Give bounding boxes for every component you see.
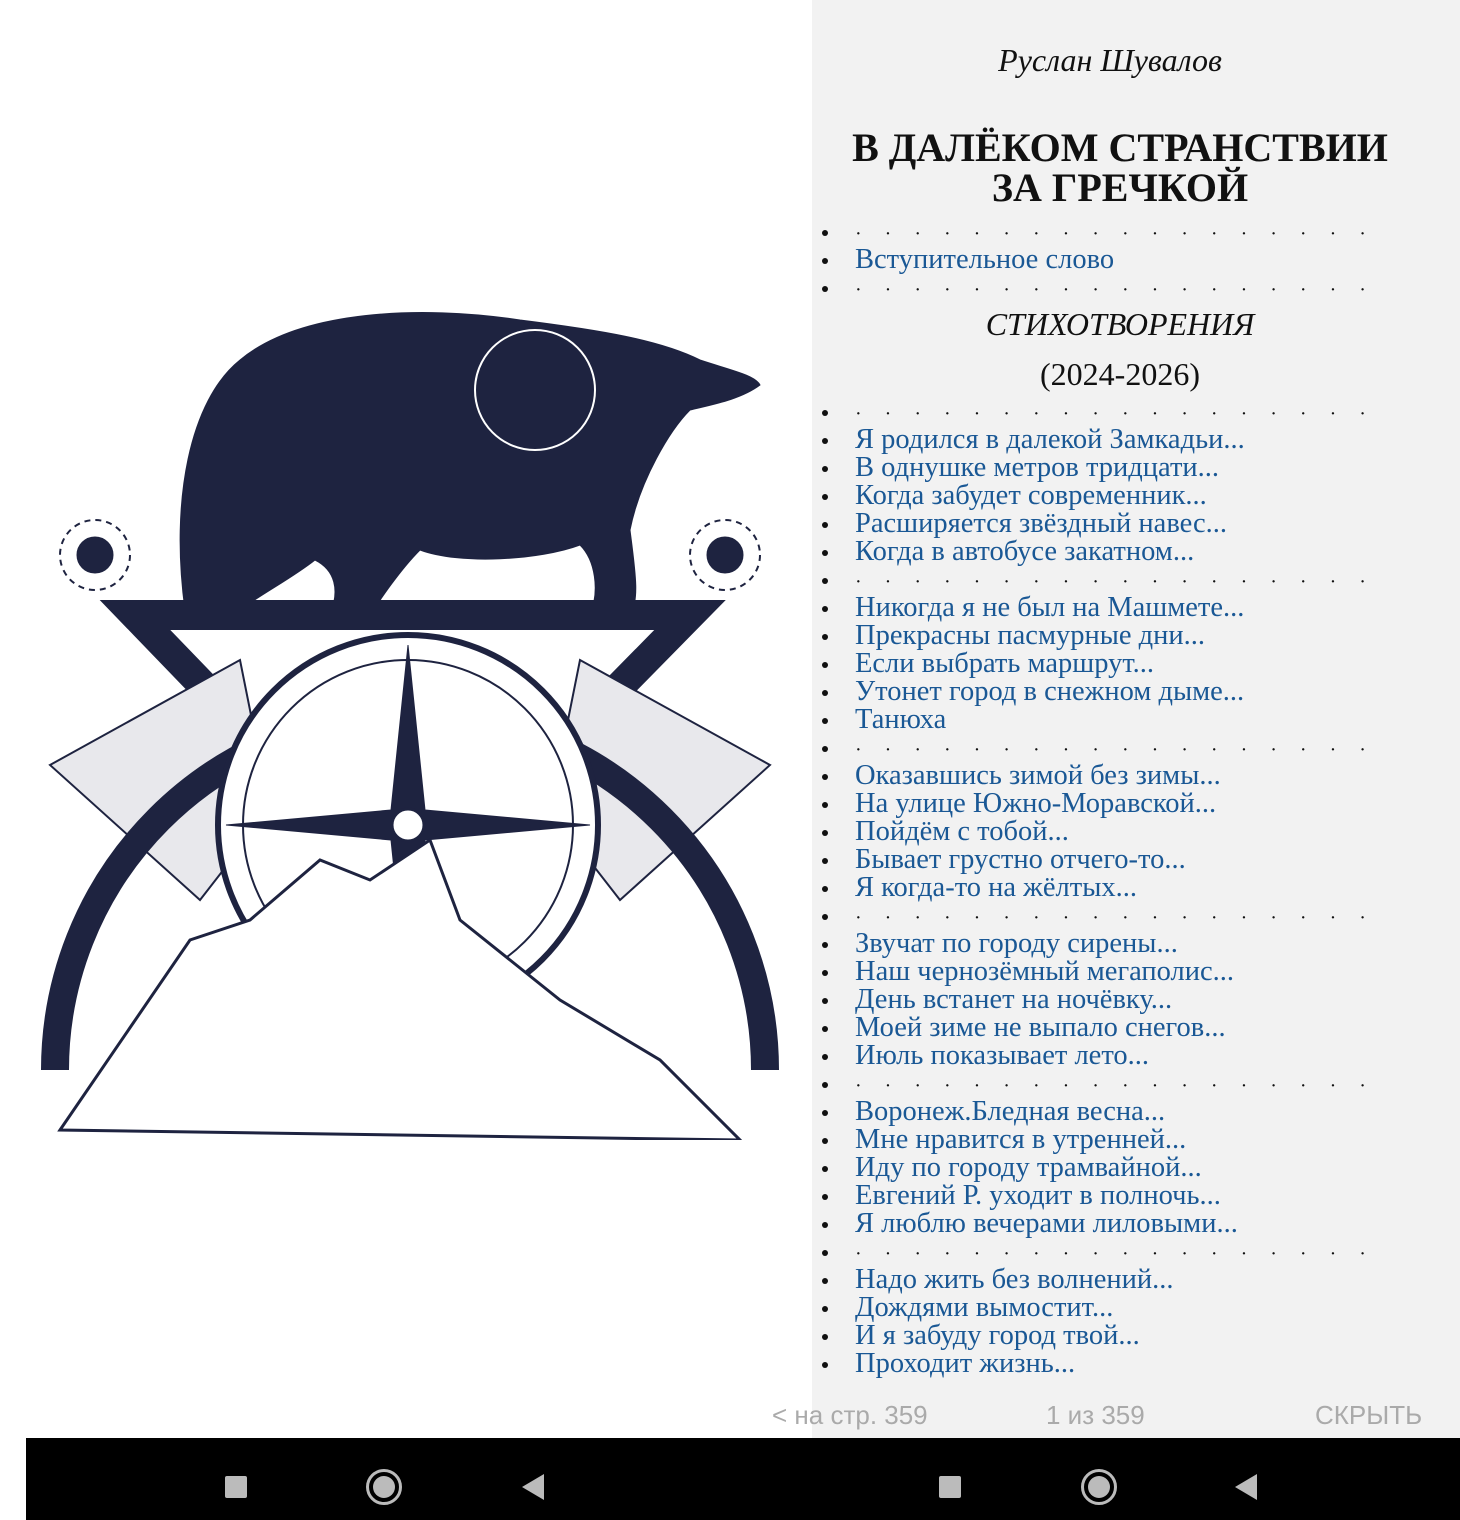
toc-item[interactable] (812, 986, 1460, 1014)
toc-item[interactable] (812, 622, 1460, 650)
toc-link[interactable]: Мне нравится в утренней... (855, 1124, 1187, 1155)
toc-item[interactable] (812, 762, 1460, 790)
separator (812, 566, 1460, 594)
toc-link[interactable]: Звучат по городу сирены... (855, 928, 1178, 959)
toc-link[interactable]: Утонет город в снежном дыме... (855, 676, 1245, 707)
toc-item[interactable] (812, 482, 1460, 510)
separator (812, 902, 1460, 930)
toc-item[interactable] (812, 818, 1460, 846)
toc-link[interactable]: Расширяется звёздный навес... (855, 508, 1228, 539)
page-indicator: 1 из 359 (1046, 1400, 1145, 1430)
book-title (812, 125, 1428, 210)
toc-item[interactable] (812, 1350, 1460, 1378)
toc-item[interactable] (812, 1154, 1460, 1182)
toc-link[interactable]: Проходит жизнь... (855, 1348, 1076, 1379)
separator (812, 274, 1460, 302)
reader-bottom-bar (760, 1396, 1460, 1438)
toc-link[interactable]: Надо жить без волнений... (855, 1264, 1174, 1295)
toc-item[interactable] (812, 678, 1460, 706)
toc-link[interactable]: Я родился в далекой Замкадьи... (855, 424, 1245, 455)
separator-dots: · · · · · · · · · · · · · · · · · · (855, 571, 1375, 593)
toc-link[interactable]: Воронеж.Бледная весна... (855, 1096, 1166, 1127)
separator-dots: · · · · · · · · · · · · · · · · · · (855, 279, 1375, 301)
toc-link[interactable]: Оказавшись зимой без зимы... (855, 760, 1221, 791)
toc-item[interactable] (812, 874, 1460, 902)
poems-list (812, 398, 1460, 1378)
toc-item[interactable] (812, 846, 1460, 874)
section-title: СТИХОТВОРЕНИЯ (985, 306, 1255, 342)
toc-item[interactable] (812, 930, 1460, 958)
toc-link[interactable]: Никогда я не был на Машмете... (855, 592, 1245, 623)
separator-dots: · · · · · · · · · · · · · · · · · · (855, 907, 1375, 929)
toc-item[interactable] (812, 958, 1460, 986)
toc-link[interactable]: Я люблю вечерами лиловыми... (855, 1208, 1238, 1239)
back-triangle-icon[interactable] (522, 1474, 544, 1500)
recents-square-icon[interactable] (939, 1476, 961, 1498)
toc-link[interactable]: Бывает грустно отчего-то... (855, 844, 1186, 875)
separator-dots: · · · · · · · · · · · · · · · · · · (855, 223, 1375, 245)
toc-link[interactable]: На улице Южно-Моравской... (855, 788, 1217, 819)
toc-link[interactable]: День встанет на ночёвку... (855, 984, 1173, 1015)
toc-item[interactable] (812, 594, 1460, 622)
system-navigation-bar (26, 1438, 1460, 1520)
book-author: Руслан Шувалов (998, 42, 1222, 78)
title-line: В ДАЛЁКОМ СТРАНСТВИИ (852, 125, 1388, 170)
toc-link[interactable]: В однушке метров тридцати... (855, 452, 1220, 483)
toc-item[interactable] (812, 454, 1460, 482)
toc-item[interactable] (812, 1098, 1460, 1126)
title-line: ЗА ГРЕЧКОЙ (991, 165, 1249, 210)
bear-silhouette (180, 313, 760, 615)
toc-item[interactable] (812, 650, 1460, 678)
separator-dots: · · · · · · · · · · · · · · · · · · (855, 739, 1375, 761)
toc-item[interactable] (812, 246, 1460, 274)
toc-item[interactable] (812, 1294, 1460, 1322)
toc-item[interactable] (812, 1210, 1460, 1238)
toc-link[interactable]: Танюха (855, 704, 947, 735)
toc-item[interactable] (812, 1126, 1460, 1154)
separator (812, 734, 1460, 762)
toc-link[interactable]: Моей зиме не выпало снегов... (855, 1012, 1226, 1043)
hide-button[interactable]: СКРЫТЬ (1315, 1400, 1423, 1430)
separator (812, 218, 1460, 246)
toc-link[interactable]: Наш чернозёмный мегаполис... (855, 956, 1235, 987)
toc-item[interactable] (812, 1042, 1460, 1070)
toc-link[interactable]: Дождями вымостит... (855, 1292, 1114, 1323)
home-circle-icon[interactable] (366, 1469, 402, 1505)
toc-item[interactable] (812, 790, 1460, 818)
table-of-contents-panel (812, 0, 1460, 1438)
toc-link[interactable]: Иду по городу трамвайной... (855, 1152, 1202, 1183)
toc-link[interactable]: Я когда-то на жёлтых... (855, 872, 1137, 903)
toc-link[interactable]: И я забуду город твой... (855, 1320, 1140, 1351)
goto-page-button[interactable]: < на стр. 359 (772, 1400, 928, 1430)
toc-link[interactable]: Евгений Р. уходит в полночь... (855, 1180, 1221, 1211)
toc-link[interactable]: Июль показывает лето... (855, 1040, 1150, 1071)
toc-item[interactable] (812, 1014, 1460, 1042)
cover-illustration (40, 300, 780, 1140)
back-triangle-icon[interactable] (1235, 1474, 1257, 1500)
toc-item[interactable] (812, 538, 1460, 566)
toc-link[interactable]: Если выбрать маршрут... (855, 648, 1154, 679)
separator-dots: · · · · · · · · · · · · · · · · · · (855, 403, 1375, 425)
toc-item[interactable] (812, 1182, 1460, 1210)
toc-item[interactable] (812, 1266, 1460, 1294)
toc-item[interactable] (812, 510, 1460, 538)
separator-dots: · · · · · · · · · · · · · · · · · · (855, 1243, 1375, 1265)
separator (812, 398, 1460, 426)
separator (812, 1070, 1460, 1098)
toc-link[interactable]: Вступительное слово (855, 244, 1115, 275)
recents-square-icon[interactable] (225, 1476, 247, 1498)
toc-link[interactable]: Пойдём с тобой... (855, 816, 1069, 847)
toc-item[interactable] (812, 1322, 1460, 1350)
section-years: (2024-2026) (1040, 356, 1200, 392)
toc-link[interactable]: Когда забудет современник... (855, 480, 1207, 511)
separator (812, 1238, 1460, 1266)
toc-link[interactable]: Прекрасны пасмурные дни... (855, 620, 1206, 651)
toc-item[interactable] (812, 426, 1460, 454)
toc-item[interactable] (812, 706, 1460, 734)
toc-link[interactable]: Когда в автобусе закатном... (855, 536, 1195, 567)
intro-list (812, 218, 1460, 302)
home-circle-icon[interactable] (1081, 1469, 1117, 1505)
separator-dots: · · · · · · · · · · · · · · · · · · (855, 1075, 1375, 1097)
